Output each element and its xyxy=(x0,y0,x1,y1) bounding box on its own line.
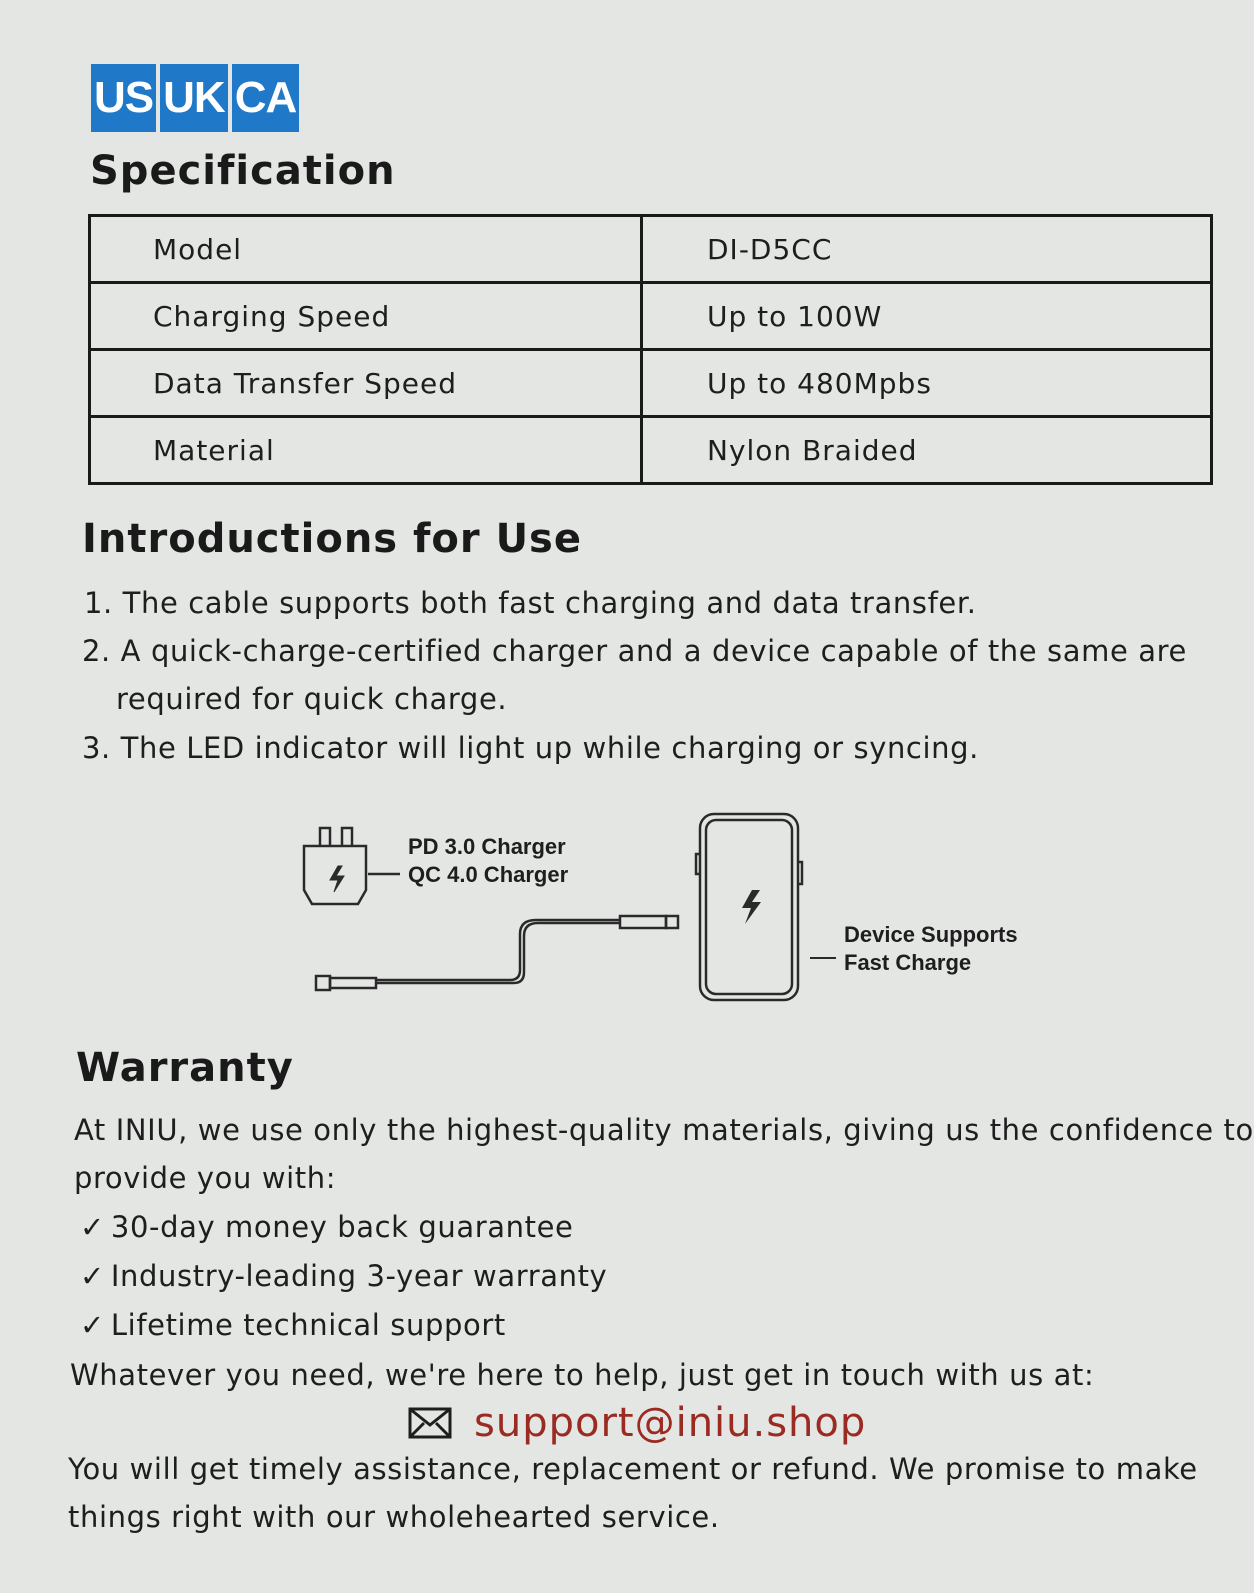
device-label: Fast Charge xyxy=(844,950,972,975)
warranty-title: Warranty xyxy=(76,1045,294,1091)
spec-value: Up to 100W xyxy=(642,283,1212,350)
spec-title: Specification xyxy=(90,148,396,194)
spec-label: Charging Speed xyxy=(90,283,642,350)
region-us: US xyxy=(91,64,156,132)
warranty-check-item xyxy=(80,1308,506,1342)
checkmark-icon: ✓ xyxy=(80,1259,105,1293)
closing-text: You will get timely assistance, replacement or refund. We promise to make xyxy=(68,1452,1198,1486)
check-text: 30-day money back guarantee xyxy=(110,1210,574,1244)
spec-value: DI-D5CC xyxy=(642,216,1212,283)
intro-item: 3. The LED indicator will light up while charging or syncing. xyxy=(82,731,979,765)
region-uk: UK xyxy=(160,64,228,132)
charger-label: PD 3.0 Charger xyxy=(408,834,566,859)
closing-text: things right with our wholehearted service. xyxy=(68,1500,720,1534)
device-label: Device Supports xyxy=(844,922,1018,947)
charger-icon xyxy=(304,828,400,904)
region-ca: CA xyxy=(232,64,300,132)
warranty-intro: provide you with: xyxy=(74,1161,337,1195)
mail-icon xyxy=(408,1407,452,1439)
contact-text: Whatever you need, we're here to help, just get in touch with us at: xyxy=(70,1358,1095,1392)
warranty-check-item xyxy=(80,1210,573,1244)
email-row[interactable] xyxy=(408,1400,866,1446)
check-text: Lifetime technical support xyxy=(110,1308,506,1342)
cable-icon xyxy=(316,916,678,990)
checkmark-icon: ✓ xyxy=(80,1210,105,1244)
checkmark-icon: ✓ xyxy=(80,1308,105,1342)
spec-value: Up to 480Mpbs xyxy=(642,350,1212,417)
lightning-icon xyxy=(742,890,761,924)
intro-item-continued: required for quick charge. xyxy=(116,682,508,716)
support-email-link[interactable]: support@iniu.shop xyxy=(474,1400,867,1446)
spec-label: Model xyxy=(90,216,642,283)
check-text: Industry-leading 3-year warranty xyxy=(110,1259,608,1293)
spec-label: Material xyxy=(90,417,642,484)
intro-item: 1. The cable supports both fast charging and data transfer. xyxy=(84,586,977,620)
charger-label: QC 4.0 Charger xyxy=(408,862,569,887)
warranty-check-item xyxy=(80,1259,607,1293)
intro-title: Introductions for Use xyxy=(82,516,582,562)
spec-value: Nylon Braided xyxy=(642,417,1212,484)
intro-item: 2. A quick-charge-certified charger and a device capable of the same are xyxy=(82,634,1187,668)
spec-label: Data Transfer Speed xyxy=(90,350,642,417)
warranty-intro: At INIU, we use only the highest-quality materials, giving us the confidence to xyxy=(74,1113,1254,1147)
